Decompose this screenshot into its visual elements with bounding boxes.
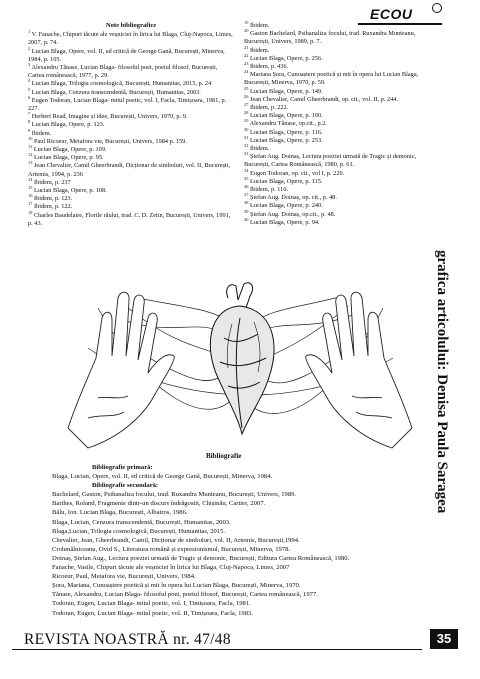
note-text: Ibidem. xyxy=(249,145,270,153)
note-number: 31 xyxy=(244,134,249,140)
note-text: Lucian Blaga, Opere, p. 253. xyxy=(249,136,323,144)
note-text: Ștefan Aug. Doinaș, Lectura poeziei urmată de Tragic și demonic, București, Cartea Românească, 1980, p. 61. xyxy=(244,153,417,169)
note-item xyxy=(244,202,440,210)
page-footer xyxy=(12,629,468,651)
note-item xyxy=(244,93,440,104)
note-text: Lucian Blaga, Opere, p. 116. xyxy=(249,128,323,136)
note-number: 21 xyxy=(244,44,249,50)
note-number: 40 xyxy=(244,216,249,222)
note-item xyxy=(28,86,234,97)
note-number: 13 xyxy=(28,160,33,166)
note-item xyxy=(28,203,234,211)
note-number: 23 xyxy=(244,60,249,66)
note-item xyxy=(28,80,234,88)
bibliography-heading: Bibliografie xyxy=(206,452,242,460)
note-item xyxy=(28,127,234,138)
note-number: 19 xyxy=(244,19,249,25)
primary-list xyxy=(36,472,452,481)
note-text: Lucian Blaga, Opere, p. 256. xyxy=(249,54,323,62)
note-number: 14 xyxy=(28,176,33,182)
footer-rule xyxy=(12,649,422,650)
note-number: 35 xyxy=(244,175,249,181)
note-number: 20 xyxy=(244,28,249,34)
primary-label: Bibliografie primară: xyxy=(92,464,153,471)
note-item xyxy=(28,176,234,187)
note-number: 34 xyxy=(244,167,249,173)
note-text: Lucian Blaga, Opere, p. 123. xyxy=(31,121,105,129)
bibliography-entry: Bachelard, Gaston, Psihanaliza focului, trad. Ruxandra Munteanu, București, Univers, 1989. xyxy=(52,491,297,499)
note-item xyxy=(28,31,234,47)
note-item xyxy=(244,44,440,55)
note-text: Paul Ricoeur, Metafora vie, București, Univers, 1984 p. 159. xyxy=(33,137,187,145)
note-item xyxy=(244,120,440,128)
bibliography-entry: Fanache, Vasile, Chipuri tăcute ale veșniciei în lirica lui Blaga, Cluj-Napoca, Limes, 2007 xyxy=(52,564,290,572)
note-number: 15 xyxy=(28,184,33,190)
note-text: Ibidem, p. 436. xyxy=(249,63,289,71)
note-number: 8 xyxy=(28,119,31,125)
note-text: Ibidem, p. 222. xyxy=(249,104,289,112)
bibliography-entry: Todoran, Eugen, Lucian Blaga- mitul poetic, vol. II, Timișoara, Facla, 1983. xyxy=(52,609,253,617)
logo-mark-icon xyxy=(432,3,442,13)
note-item xyxy=(244,126,440,137)
notes-column-left xyxy=(28,22,234,228)
note-number: 27 xyxy=(244,101,249,107)
note-number: 38 xyxy=(244,200,249,206)
magazine-title: REVISTA NOASTRĂ nr. 47/48 xyxy=(24,631,231,648)
artwork-credit: grafica articolului: Denisa Paula Saragea xyxy=(434,250,450,514)
note-text: Lucian Blaga, Opere, p. 108. xyxy=(33,187,107,195)
note-number: 24 xyxy=(244,69,249,75)
bibliography-entry: Tănase, Alexandru, Lucian Blaga- filosoful poet, poetul filosof, București, Cartea românească, 1977. xyxy=(52,591,318,599)
note-text: V. Fanache, Chipuri tăcute ale veșniciei în lirica lui Blaga, Cluj-Napoca, Limes, 2007, p. 74. xyxy=(28,31,233,47)
note-item xyxy=(244,71,440,87)
note-item xyxy=(244,208,440,219)
secondary-label: Bibliografie secundară: xyxy=(92,482,159,490)
page-number: 35 xyxy=(430,629,458,649)
bibliography-entry: Blaga, Lucian, Cenzura transcendentă, București, Humanitas, 2003. xyxy=(52,518,231,526)
note-text: Alexandru Tănase, op.cit., p.2. xyxy=(249,120,327,128)
note-number: 4 xyxy=(28,78,31,84)
note-text: Lucian Blaga, Opere, p. 100. xyxy=(249,112,323,120)
bibliography-entry: Ricoeur, Paul, Metafora vie, București, Univers, 1984. xyxy=(52,573,196,581)
note-item xyxy=(28,61,234,80)
note-number: 32 xyxy=(244,142,249,148)
note-item xyxy=(28,94,234,113)
note-text: Lucian Blaga, Opere, p. 115. xyxy=(249,177,323,185)
note-number: 5 xyxy=(28,86,31,92)
note-number: 26 xyxy=(244,93,249,99)
note-text: Jean Chevalier, Camil Gheerbrandt, op. cit., vol. II, p. 244. xyxy=(249,95,399,103)
note-item xyxy=(28,209,234,228)
note-number: 33 xyxy=(244,151,249,157)
note-number: 12 xyxy=(28,152,33,158)
note-number: 9 xyxy=(28,127,31,133)
note-text: Ștefan Aug. Doinaș, op. cit., p. 48. xyxy=(249,194,337,202)
note-text: Eugen Todoran, Lucian Blaga- mitul poetic, vol. I, Facla, Timișoara, 1981, p. 227. xyxy=(28,96,227,113)
bibliography-entry: Barthes, Roland, Fragmente dintr-un discurs îndrăgostit, Chișinău, Cartier, 2007. xyxy=(52,500,266,508)
note-text: Lucian Blaga, Opere, vol. II, ed critică de George Gană, București, Minerva, 1984, p. 105. xyxy=(28,47,225,63)
note-item xyxy=(244,30,440,46)
note-text: Jean Chevalier, Camil Gheerbrandt, Dicționar de simboluri, vol. II, București, Artemis, 1994, p. 236 xyxy=(28,162,231,178)
note-item xyxy=(244,153,440,169)
note-number: 17 xyxy=(28,201,33,207)
note-number: 18 xyxy=(28,209,33,215)
note-text: Charles Baudelaire, Florile răului, trad. C. D. Zetin, București, Univers, 1991, p. 43. xyxy=(28,211,231,227)
bibliography-entry: Chevalier, Jean, Gheerbrandt, Camil, Dicționar de simboluri, vol. II, Artemis, București,1994. xyxy=(52,536,300,544)
note-number: 10 xyxy=(28,135,33,141)
note-number: 22 xyxy=(244,52,249,58)
note-item xyxy=(28,121,234,129)
logo-text: ECOU xyxy=(370,6,413,22)
note-number: 30 xyxy=(244,126,249,132)
note-item xyxy=(28,45,234,64)
note-number: 2 xyxy=(28,45,31,51)
note-number: 16 xyxy=(28,193,33,199)
note-text: Lucian Blaga, Opere, p. 240. xyxy=(249,202,323,210)
note-item xyxy=(28,162,234,178)
bibliography-entry: Crohmălniceanu, Ovid S., Literatura română și expresionismul, București, Minerva, 1978. xyxy=(52,545,291,553)
bibliography-entry: Șora, Mariana, Cunoaștere poetică și mit în opera lui Lucian Blaga, București, Minerva, 1970. xyxy=(52,582,301,590)
note-number: 39 xyxy=(244,208,249,214)
secondary-list xyxy=(36,490,452,617)
note-number: 7 xyxy=(28,111,31,117)
note-item xyxy=(244,134,440,145)
notes-list-left xyxy=(28,31,234,228)
note-text: Lucian Blaga, Trilogia cosmologică, București, Humanitas, 2015, p. 24 xyxy=(31,80,212,88)
note-text: Alexandru Tănase, Lucian Blaga- filosoful poet, poetul filosof, București, Cartea românească, 1977, p. 29. xyxy=(28,64,218,80)
note-number: 3 xyxy=(28,61,31,67)
note-number: 11 xyxy=(28,143,33,149)
bibliography-entry: Todoran, Eugen, Lucian Blaga- mitul poetic, vol. I, Timișoara, Facla, 1981. xyxy=(52,600,251,608)
note-item xyxy=(244,52,440,63)
notes-title: Note bibliografice xyxy=(105,22,157,29)
heart-hands-illustration xyxy=(58,278,422,458)
note-number: 28 xyxy=(244,110,249,116)
note-item xyxy=(244,19,440,30)
note-text: Ibidem, p. 122. xyxy=(33,203,73,211)
note-text: Mariana Șora, Cunoaștere poetică și mit în opera lui Lucian Blaga, București, Minerva, 1970, p. 59. xyxy=(244,71,419,87)
note-text: Ibidem, p. 110. xyxy=(249,186,289,194)
left-hand xyxy=(68,292,174,448)
note-item xyxy=(244,85,440,96)
note-text: Ibidem, p. 237 xyxy=(33,178,71,186)
bibliography xyxy=(36,463,452,618)
note-text: Lucian Blaga, Opere, p. 95. xyxy=(33,154,104,162)
note-item xyxy=(244,167,440,178)
bibliography-entry: Bălu, Ion. Lucian Blaga, București, Albatros, 1986. xyxy=(52,509,188,517)
note-number: 29 xyxy=(244,118,249,124)
bibliography-entry: Doinaș, Ștefan Aug., Lectura poeziei urmată de Tragic și demonic, București, Editura Cartea Românească, 1980. xyxy=(52,554,350,562)
note-text: Lucian Blaga, Opere, p. 149. xyxy=(249,87,323,95)
note-text: Lucian Blaga, Opere, p. 109. xyxy=(33,146,107,154)
note-item xyxy=(244,175,440,186)
note-text: Ibidem. xyxy=(249,46,270,54)
notes-list-right xyxy=(244,19,440,227)
notes-column-right xyxy=(244,19,440,227)
anatomical-heart xyxy=(210,283,274,434)
note-text: Gaston Bachelard, Psihanaliza focului, trad. Ruxandra Munteanu, București, Univers, 1989, p. 7. xyxy=(244,30,416,46)
note-number: 1 xyxy=(28,29,31,35)
right-hand xyxy=(306,292,412,448)
note-text: Ibidem. xyxy=(31,129,52,137)
note-number: 37 xyxy=(244,192,249,198)
note-text: Ibidem. xyxy=(249,22,270,29)
note-text: Lucian Blaga, Opere, p. 94. xyxy=(249,218,320,226)
bibliography-entry: Blaga,Lucian, Trilogia cosmologică, București, Humanitas, 2015. xyxy=(52,527,226,535)
note-text: Herbert Read, Imagine și idee, București, Univers, 1970, p. 9. xyxy=(31,113,188,121)
bibliography-entry: Blaga, Lucian, Opere, vol. II, ed critică de George Gană, București, Minerva, 1984. xyxy=(52,473,273,481)
note-text: Eugen Todoran, op. cit., vol I, p. 220. xyxy=(249,169,345,177)
note-item xyxy=(244,101,440,112)
note-text: Ibidem, p. 123. xyxy=(33,195,73,203)
note-item xyxy=(244,60,440,71)
note-item xyxy=(244,216,440,227)
note-item xyxy=(28,135,234,146)
note-text: Ștefan Aug. Doinaș, op.cit., p. 48. xyxy=(249,210,336,218)
note-number: 6 xyxy=(28,94,31,100)
note-text: Lucian Blaga, Cenzura transcendentă, București, Humanitas, 2003. xyxy=(31,88,201,96)
note-number: 36 xyxy=(244,183,249,189)
note-number: 25 xyxy=(244,85,249,91)
